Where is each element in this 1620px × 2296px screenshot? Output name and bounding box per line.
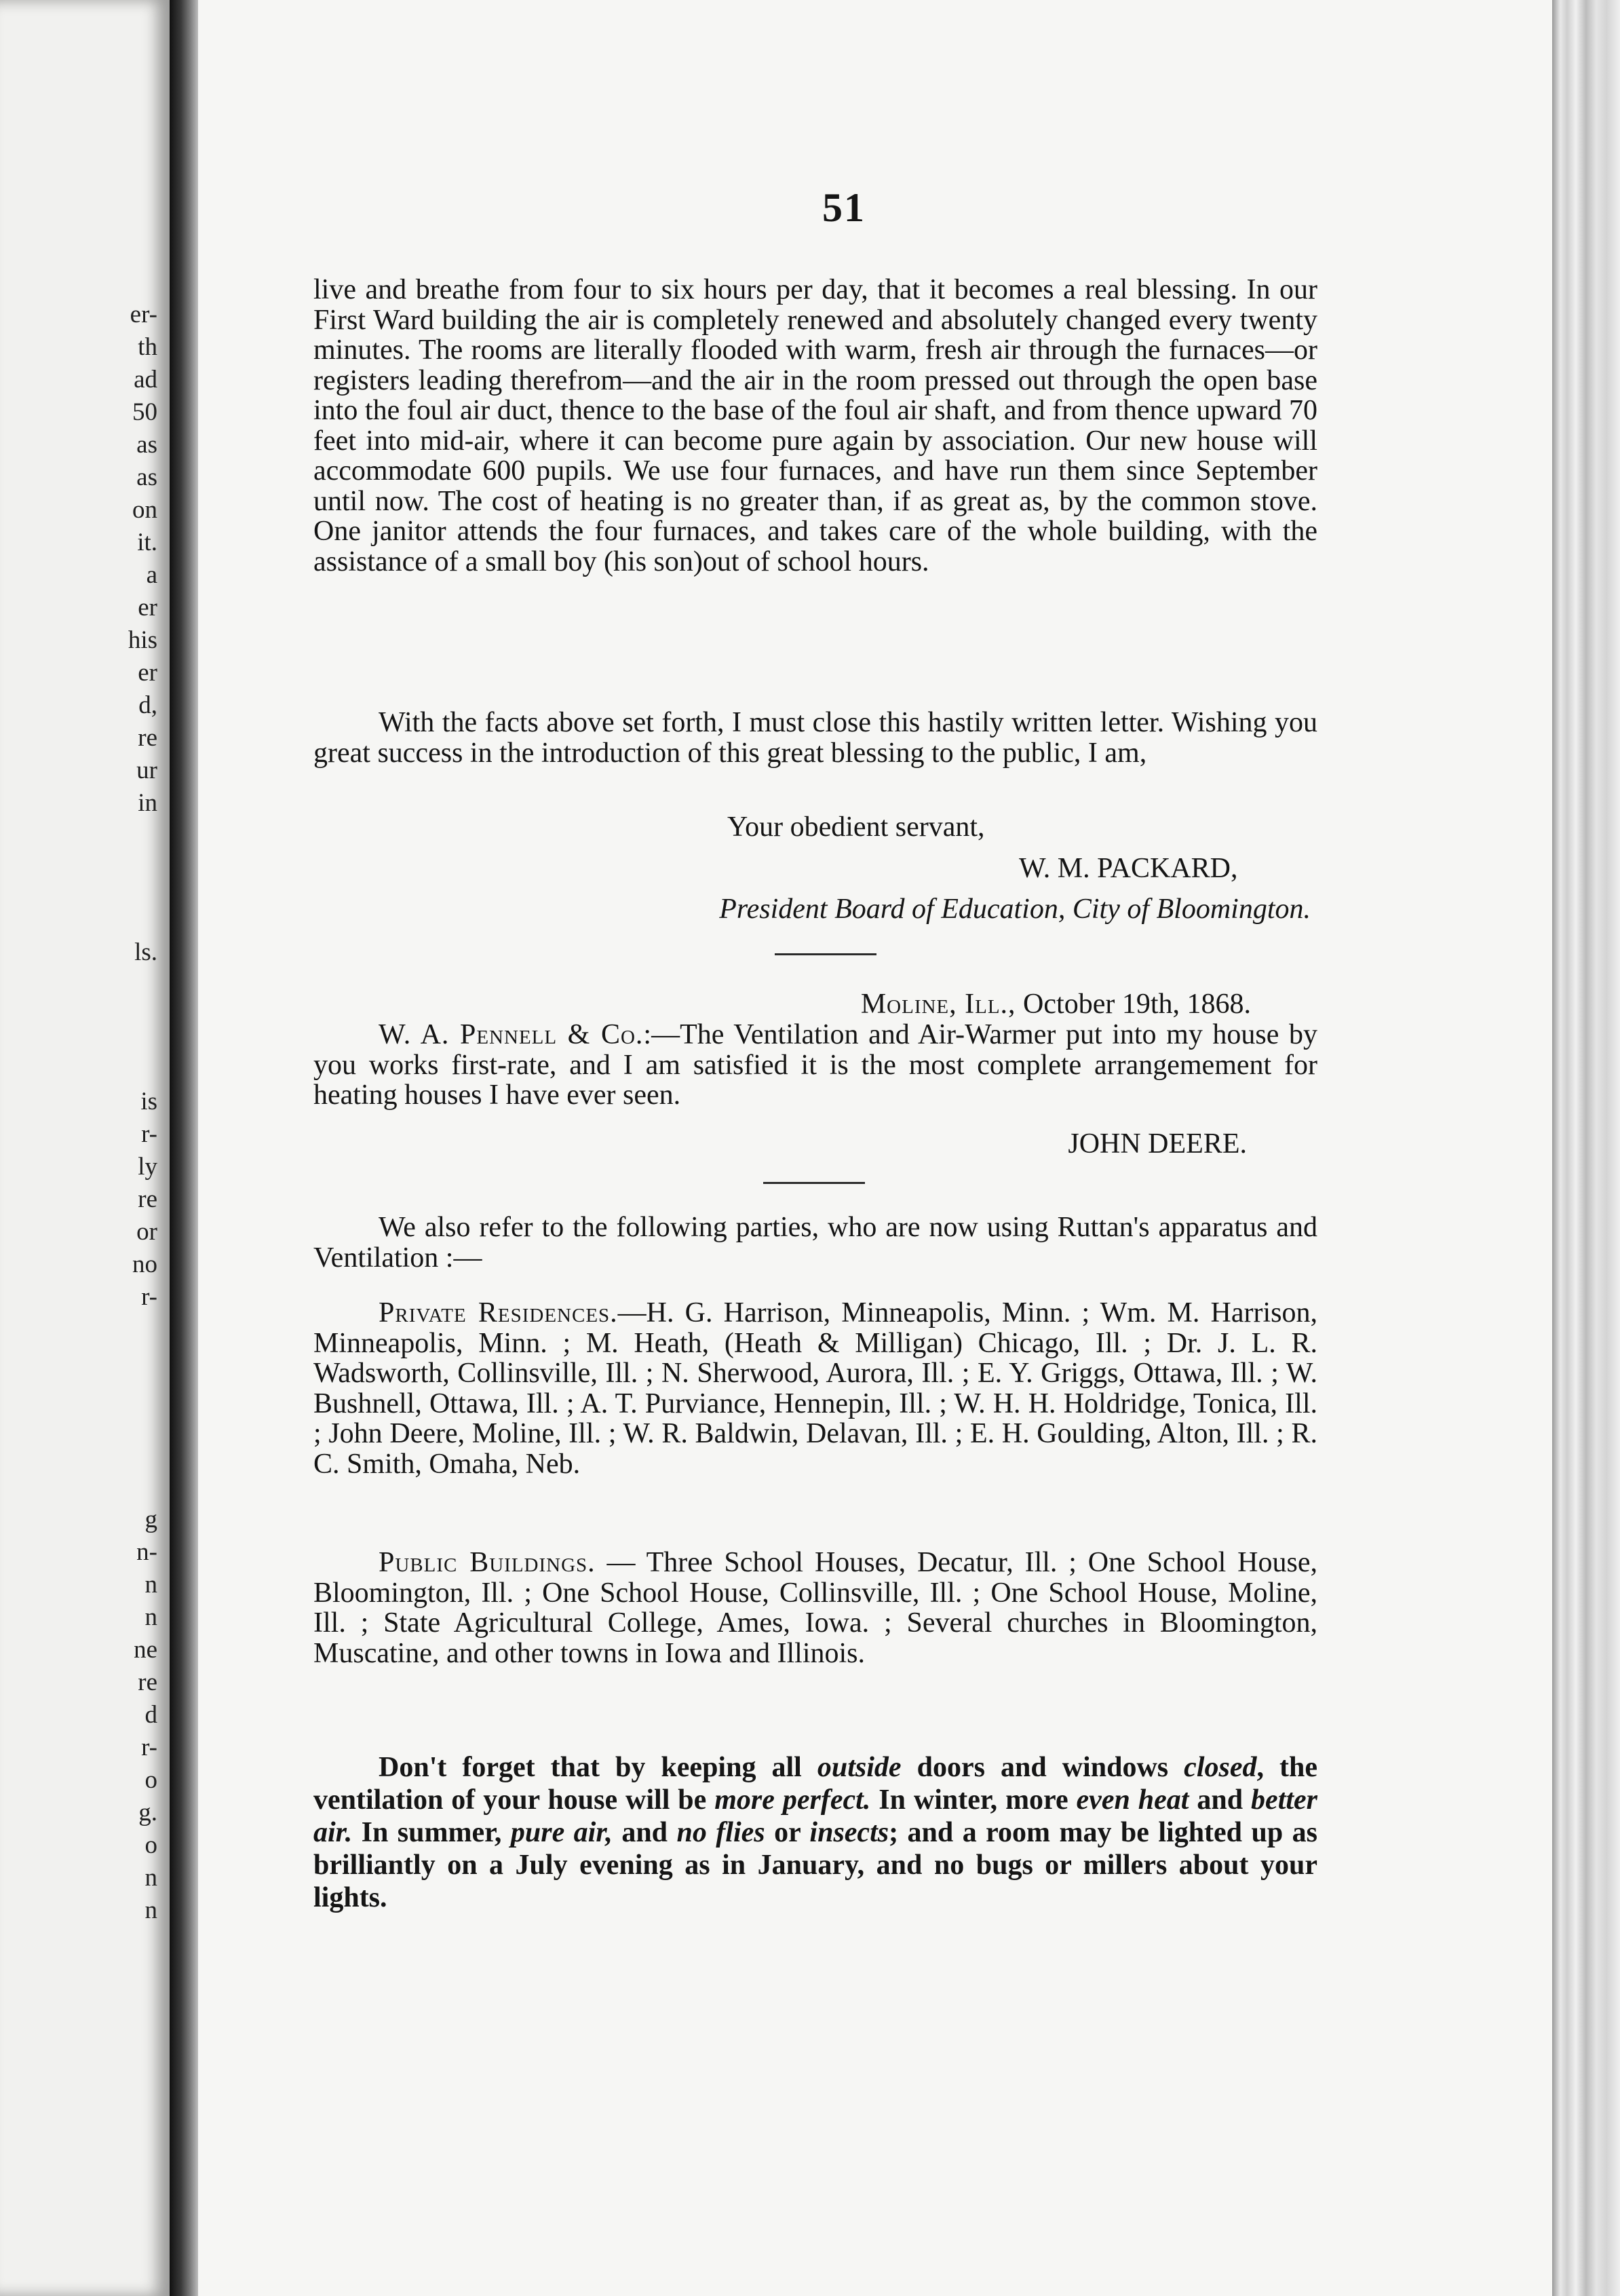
facing-page-text-fragment: o <box>144 1831 157 1859</box>
addressee: W. A. Pennell & Co. <box>379 1019 644 1050</box>
public-buildings <box>313 1548 1317 1668</box>
notice-emphasis: pure air, <box>510 1817 613 1848</box>
facing-page-text-fragment: ly <box>138 1153 157 1181</box>
facing-page-text-fragment: th <box>138 333 157 361</box>
notice-text: Don't forget that by keeping all <box>379 1752 817 1783</box>
facing-page-text-fragment: or <box>136 1218 157 1246</box>
facing-page-text-fragment: as <box>136 463 157 491</box>
notice-emphasis: no flies <box>676 1817 765 1848</box>
facing-page-text-fragment: 50 <box>132 398 157 426</box>
facing-page-text-fragment: n- <box>136 1538 157 1566</box>
notice-text: In winter, more <box>870 1784 1077 1816</box>
page-number: 51 <box>822 185 866 230</box>
facing-page-text-fragment: o <box>144 1766 157 1794</box>
facing-page-text-fragment: ls. <box>134 938 157 966</box>
letter-paragraph-1 <box>313 275 1317 577</box>
private-residences <box>313 1298 1317 1479</box>
letter-paragraph-2 <box>313 708 1317 768</box>
notice-emphasis: more perfect. <box>714 1784 871 1816</box>
letter-2-body <box>313 1020 1317 1111</box>
private-residences-heading: Private Residences. <box>379 1297 618 1328</box>
page-edges <box>1552 0 1620 2296</box>
book-gutter <box>170 0 198 2296</box>
dateline-date: October 19th, 1868. <box>1023 989 1251 1020</box>
paragraph-text <box>313 1020 1317 1111</box>
facing-page-text-fragment: r- <box>141 1120 157 1148</box>
facing-page-text-fragment: ne <box>134 1636 157 1664</box>
facing-page-text-fragment: er <box>138 659 157 687</box>
dateline <box>313 989 1251 1020</box>
facing-page-text-fragment: re <box>138 1668 157 1696</box>
notice-text: ; and a room may be lighted up as brilliantly on a July evening as in January, and no bugs or millers about your lights. <box>313 1817 1318 1913</box>
facing-page-text-fragment: re <box>138 724 157 752</box>
facing-page-text-fragment: ad <box>134 366 157 394</box>
notice-emphasis: closed <box>1184 1752 1257 1783</box>
facing-page <box>0 0 170 2296</box>
separator-rule <box>775 953 876 955</box>
notice-emphasis: outside <box>817 1752 902 1783</box>
dateline-place: Moline, Ill., <box>860 989 1016 1020</box>
notice-emphasis: even heat <box>1076 1784 1189 1816</box>
public-buildings-list: — Three School Houses, Decatur, Ill. ; One School House, Bloomington, Ill. ; One School House, Collinsville, Ill. ; One School House, Moline, Ill. ; State Agricultural College, Ames, Iowa. ; Several churches in Bloomington, Muscatine, and other towns in Iowa and Illinois. <box>313 1547 1317 1669</box>
facing-page-text-fragment: g <box>144 1506 157 1533</box>
facing-page-text-fragment: er- <box>130 301 157 328</box>
notice-text: , the ventilation of your house will be <box>313 1752 1317 1816</box>
facing-page-text-fragment: n <box>144 1864 157 1892</box>
notice-text: and <box>612 1817 677 1848</box>
closing: Your obedient servant, <box>727 811 985 843</box>
public-buildings-heading: Public Buildings. <box>379 1547 596 1578</box>
facing-page-text-fragment: r- <box>141 1283 157 1311</box>
paragraph-text: With the facts above set forth, I must close this hastily written letter. Wishing you great success in the introduction of this great blessing to the public, I am, <box>313 707 1317 769</box>
separator-rule-2 <box>763 1182 865 1184</box>
closing-notice <box>313 1751 1317 1914</box>
facing-page-text-fragment: no <box>132 1250 157 1278</box>
facing-page-text-fragment: as <box>136 431 157 459</box>
facing-page-text-fragment: his <box>128 626 157 654</box>
letter-2-signature: JOHN DEERE. <box>1068 1128 1247 1160</box>
facing-page-text-fragment: n <box>144 1896 157 1924</box>
facing-page-text-fragment: on <box>132 496 157 524</box>
facing-page-text-fragment: is <box>140 1088 157 1115</box>
notice-emphasis: better air. <box>313 1784 1318 1848</box>
letter-2-text: :—The Ventilation and Air-Warmer put into my house by you works first-rate, and I am satisfied it is the most complete arrangemement for heating houses I have ever seen. <box>313 1019 1317 1111</box>
signature: W. M. PACKARD, <box>1019 853 1238 884</box>
notice-text: and <box>1189 1784 1252 1816</box>
facing-page-text-fragment: it. <box>137 529 157 556</box>
facing-page-text-fragment: d, <box>138 691 157 719</box>
notice-emphasis: insects <box>809 1817 889 1848</box>
facing-page-text-fragment: n <box>144 1603 157 1631</box>
paragraph-text <box>313 1548 1317 1668</box>
notice-text: doors and windows <box>901 1752 1184 1783</box>
facing-page-text-fragment: re <box>138 1185 157 1213</box>
facing-page-text-fragment: ur <box>136 757 157 784</box>
paragraph-text: live and breathe from four to six hours per day, that it becomes a real blessing. In our First Ward building the air is completely renewed and absolutely changed every twenty minutes. The rooms are literally flooded with warm, fresh air through the furnaces—or registers leading therefrom—and the air in the room pressed out through the open base into the foul air duct, thence to the base of the foul air shaft, and from thence upward 70 feet into mid-air, where it can become pure again by association. Our new house will accommodate 600 pupils. We use four furnaces, and have run them since September until now. The cost of heating is no greater than, if as great as, by the common stove. One janitor attends the four furnaces, and takes care of the whole building, with the assistance of a small boy (his son)out of school hours. <box>313 274 1317 577</box>
facing-page-text-fragment: er <box>138 594 157 621</box>
paragraph-text <box>313 1751 1317 1914</box>
facing-page-text-fragment: in <box>138 789 157 817</box>
notice-text: or <box>765 1817 810 1848</box>
paragraph-text <box>313 1298 1317 1479</box>
facing-page-text-fragment: d <box>144 1701 157 1729</box>
facing-page-text-fragment: r- <box>141 1734 157 1761</box>
paragraph-text: We also refer to the following parties, who are now using Ruttan's apparatus and Ventilation :— <box>313 1212 1317 1274</box>
facing-page-text-fragment: a <box>146 561 157 589</box>
refer-paragraph <box>313 1212 1317 1273</box>
notice-text: In summer, <box>352 1817 511 1848</box>
facing-page-text-fragment: n <box>144 1571 157 1599</box>
signature-title: President Board of Education, City of Bloomington. <box>719 894 1311 925</box>
facing-page-text-fragment: g. <box>138 1799 157 1826</box>
private-residences-list: —H. G. Harrison, Minneapolis, Minn. ; Wm. M. Harrison, Minneapolis, Minn. ; M. Heath, (Heath & Milligan) Chicago, Ill. ; Dr. J. L. R. Wadsworth, Collinsville, Ill. ; N. Sherwood, Aurora, Ill. ; E. Y. Griggs, Ottawa, Ill. ; W. Bushnell, Ottawa, Ill. ; A. T. Purviance, Hennepin, Ill. ; W. H. H. Holdridge, Tonica, Ill. ; John Deere, Moline, Ill. ; W. R. Baldwin, Delavan, Ill. ; E. H. Goulding, Alton, Ill. ; R. C. Smith, Omaha, Neb. <box>313 1297 1317 1480</box>
